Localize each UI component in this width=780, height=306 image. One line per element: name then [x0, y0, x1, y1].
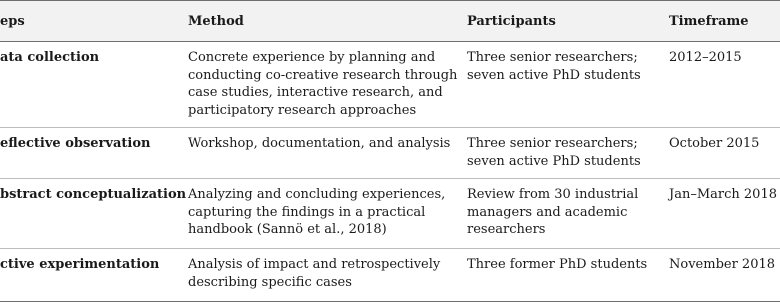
timeframe-cell: November 2018	[669, 257, 776, 272]
table-row	[0, 128, 780, 179]
timeframe-cell: Jan–March 2018	[669, 187, 777, 202]
participants-cell: Review from 30 industrial managers and academic researchers	[467, 187, 639, 237]
step-cell: ctive experimentation	[0, 257, 160, 272]
method-cell: Analysis of impact and retrospectively describing specific cases	[188, 257, 441, 290]
header-steps: eps	[0, 13, 25, 29]
method-cell: Concrete experience by planning and conducting co-creative research through case studies, interactive research, and participatory research approaches	[188, 50, 458, 118]
participants-cell: Three former PhD students	[467, 257, 648, 272]
table-row	[0, 42, 780, 128]
table-row	[0, 249, 780, 302]
method-cell: Analyzing and concluding experiences, capturing the findings in a practical handbook (Sannö et al., 2018)	[188, 187, 446, 237]
header-timeframe: Timeframe	[669, 13, 749, 29]
participants-cell: Three senior researchers; seven active PhD students	[467, 50, 641, 83]
timeframe-cell: October 2015	[669, 136, 760, 151]
participants-cell: Three senior researchers; seven active PhD students	[467, 136, 641, 169]
method-cell: Workshop, documentation, and analysis	[188, 136, 451, 151]
table-row	[0, 179, 780, 249]
step-cell: bstract conceptualization	[0, 187, 187, 202]
step-cell: eflective observation	[0, 136, 151, 151]
table-header-row	[0, 0, 780, 42]
header-method: Method	[188, 13, 244, 29]
header-participants: Participants	[467, 13, 556, 29]
timeframe-cell: 2012–2015	[669, 50, 742, 65]
step-cell: ata collection	[0, 50, 100, 65]
